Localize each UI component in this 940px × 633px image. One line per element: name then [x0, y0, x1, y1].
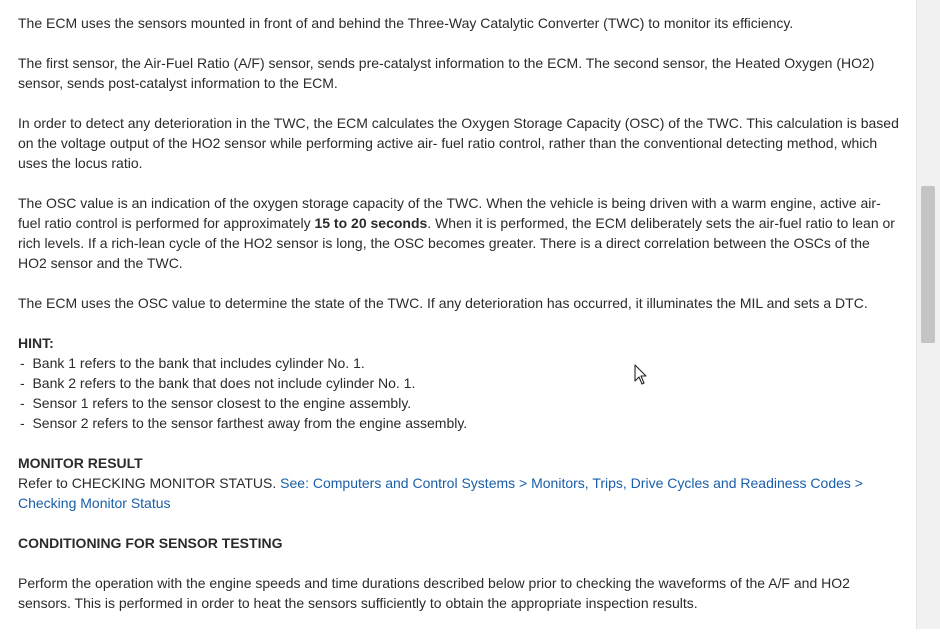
checking-monitor-status-link[interactable]: See: Computers and Control Systems > Monitors, Trips, Drive Cycles and Readiness Codes > Checking Monitor Status	[18, 475, 863, 511]
paragraph-intro: The ECM uses the sensors mounted in front of and behind the Three-Way Catalytic Converter (TWC) to monitor its efficiency.	[18, 15, 794, 31]
hint-item-bank-2: - Bank 2 refers to the bank that does not include cylinder No. 1.	[18, 373, 900, 393]
monitor-result-section	[18, 453, 900, 513]
paragraph-osc-value	[18, 193, 900, 273]
hint-item-bank-1: - Bank 1 refers to the bank that includes cylinder No. 1.	[18, 353, 900, 373]
hint-item-sensor-1: - Sensor 1 refers to the sensor closest to the engine assembly.	[18, 393, 900, 413]
scrollbar-thumb[interactable]	[921, 186, 935, 343]
monitor-result-refer: Refer to CHECKING MONITOR STATUS.	[18, 475, 281, 491]
osc-text-start: The OSC value is an indication of the oxygen storage capacity of the TWC. When the vehicle is being driven with a warm engine, active air-fuel ratio control is performed for approximately	[18, 195, 881, 231]
osc-text-end: . When it is performed, the ECM deliberately sets the air-fuel ratio to lean or rich levels. If a rich-lean cycle of the HO2 sensor is long, the OSC becomes greater. There is a direct correlation between the OSCs of the HO2 sensor and the TWC.	[18, 215, 895, 271]
paragraph-ecm-state: The ECM uses the OSC value to determine the state of the TWC. If any deterioration has occurred, it illuminates the MIL and sets a DTC.	[18, 295, 868, 311]
paragraph-osc-calculation: In order to detect any deterioration in the TWC, the ECM calculates the Oxygen Storage Capacity (OSC) of the TWC. This calculation is based on the voltage output of the HO2 sensor while performing active air- fuel ratio control, rather than the conventional detecting method, which uses the locus ratio.	[18, 115, 899, 171]
hint-item-sensor-2: - Sensor 2 refers to the sensor farthest away from the engine assembly.	[18, 413, 900, 433]
conditioning-text: Perform the operation with the engine speeds and time durations described below prior to checking the waveforms of the A/F and HO2 sensors. This is performed in order to heat the sensors sufficiently to obtain the appropriate inspection results.	[18, 575, 850, 611]
hint-list	[18, 353, 900, 433]
conditioning-title: CONDITIONING FOR SENSOR TESTING	[18, 535, 283, 551]
monitor-result-text	[18, 473, 900, 513]
paragraph-sensors: The first sensor, the Air-Fuel Ratio (A/F) sensor, sends pre-catalyst information to the ECM. The second sensor, the Heated Oxygen (HO2) sensor, sends post-catalyst information to the ECM.	[18, 55, 875, 91]
monitor-result-title: MONITOR RESULT	[18, 455, 143, 471]
vertical-scrollbar[interactable]	[916, 0, 940, 629]
mouse-cursor-icon	[634, 364, 648, 386]
document-content	[18, 13, 900, 633]
osc-duration-bold: 15 to 20 seconds	[314, 215, 428, 231]
hint-title: HINT:	[18, 335, 54, 351]
